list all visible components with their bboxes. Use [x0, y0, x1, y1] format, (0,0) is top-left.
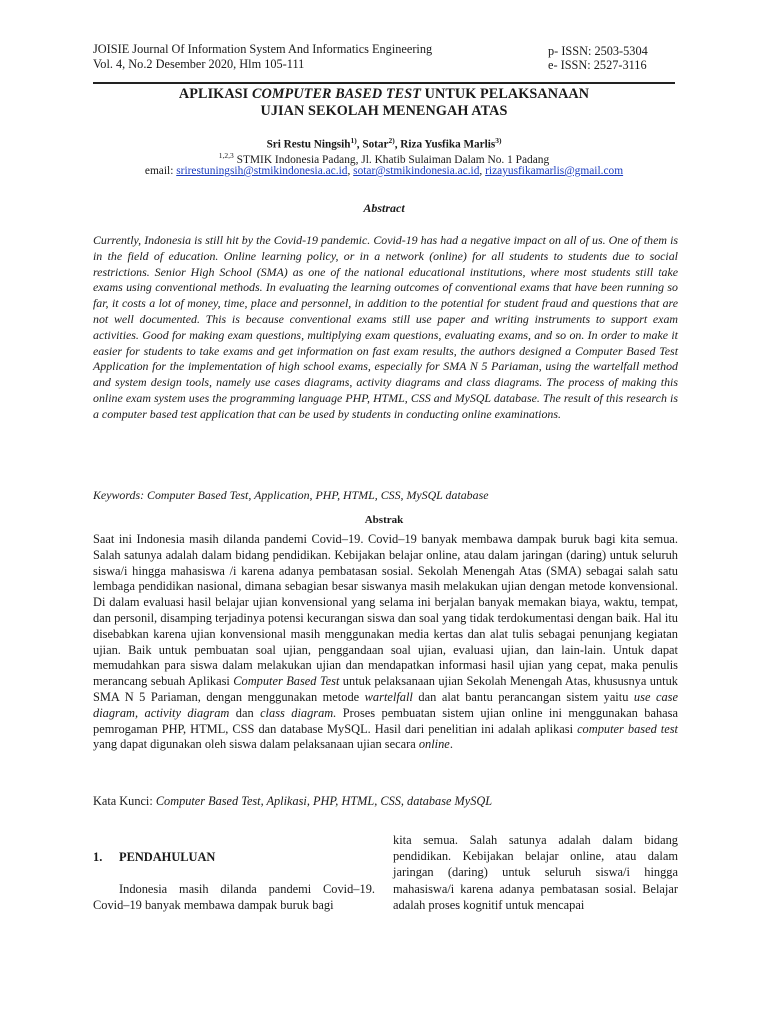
issn-print: p- ISSN: 2503-5304 [548, 44, 648, 58]
issn-block [548, 44, 648, 72]
abstrak-heading: Abstrak [364, 514, 404, 526]
author-3-sup: 3) [495, 136, 502, 145]
author-2: Sotar [362, 138, 389, 151]
email-link-2[interactable]: sotar@stmikindonesia.ac.id [353, 165, 480, 177]
author-3: Riza Yusfika Marlis [400, 138, 496, 151]
section-title: PENDAHULUAN [119, 850, 216, 864]
journal-header [93, 42, 432, 72]
body-column-left [93, 881, 375, 913]
body-column-right [393, 832, 678, 913]
kata-kunci [93, 794, 675, 809]
author-1-sup: 1) [350, 136, 357, 145]
keywords: Keywords: Computer Based Test, Application, PHP, HTML, CSS, MySQL database [93, 488, 489, 502]
abstrak-part-5: Proses pembuatan sistem ujian online ini menggunakan bahasa pemrogaman PHP, HTML, CSS dan database MySQL. Hasil dari penelitian ini adalah aplikasi [93, 705, 678, 736]
abstract-text: Currently, Indonesia is still hit by the Covid-19 pandemic. Covid-19 has had a negative impact on all of us. One of them is in the field of education. Online learning policy, or in a network (online) for all students to students due to social restrictions. Senior High School (SMA) as one of the national educational institutions, where most students still take exams using conventional methods. In evaluating the learning outcomes of conventional exams that have been running so far, it costs a lot of money, time, place and personnel, in addition to the potential for student fraud and questions that are not well documented. This is because conventional exams still use paper and writing instruments to support exam activities. Good for making exam questions, multiplying exam questions, evaluating exams, and so on. In order to make it easier for students to take exams and get information on fast exam results, the authors designed a Computer Based Test Application for the implementation of high school exams, especially for SMA N 5 Pariaman, using the wartelfall method and system design tools, namely use cases diagrams, activity diagrams and class diagrams. The process of making this online exam system uses the programming language PHP, HTML, CSS and MySQL database. The result of this research is a computer based test application that can be used by students in conducting online examinations. [93, 233, 678, 421]
abstrak-italic-5: computer based test [577, 721, 679, 736]
abstrak-italic-2: wartelfall [364, 689, 413, 704]
abstrak-italic-3: use case diagram, activity diagram [93, 689, 678, 720]
affiliation-text: STMIK Indonesia Padang, Jl. Khatib Sulaiman Dalam No. 1 Padang [233, 153, 550, 166]
abstrak-part-2: untuk pelaksanaan ujian Sekolah Menengah Atas, khususnya untuk SMA N 5 Pariaman, dengan menggunakan metode [93, 674, 678, 704]
title-italic: COMPUTER BASED TEST [251, 86, 421, 102]
abstrak-italic-4: class diagram. [260, 705, 337, 720]
section-number: 1. [93, 850, 103, 864]
body-paragraph-left: Indonesia masih dilanda pandemi Covid–19. Covid–19 banyak membawa dampak buruk bagi [93, 882, 375, 912]
journal-volume: Vol. 4, No.2 Desember 2020, Hlm 105-111 [93, 57, 305, 71]
email-label: email: [144, 165, 177, 177]
email-link-1[interactable]: srirestuningsih@stmikindonesia.ac.id [176, 165, 348, 177]
title-prefix: APLIKASI [178, 86, 252, 102]
affiliation-sup: 1,2,3 [218, 151, 234, 160]
author-1: Sri Restu Ningsih [266, 138, 351, 151]
abstrak-italic-6: online [418, 737, 450, 752]
abstrak-text [93, 532, 678, 753]
title-suffix: UNTUK PELAKSANAAN [420, 86, 590, 102]
kata-kunci-label: Kata Kunci: [93, 794, 156, 808]
header-divider [93, 82, 675, 84]
abstrak-italic-1: Computer Based Test [233, 674, 340, 689]
issn-online: e- ISSN: 2527-3116 [548, 58, 647, 72]
paper-title [93, 86, 675, 120]
author-2-sup: 2) [388, 136, 395, 145]
abstrak-part-3: dan alat bantu perancangan sistem yaitu [412, 689, 634, 704]
email-link-3[interactable]: rizayusfikamarlis@gmail.com [485, 165, 624, 177]
title-line-2: UJIAN SEKOLAH MENENGAH ATAS [260, 103, 508, 119]
section-heading [93, 850, 215, 865]
abstrak-part-1: Saat ini Indonesia masih dilanda pandemi Covid–19. Covid–19 banyak membawa dampak buruk bagi kita semua. Salah satunya adalah dalam bidang pendidikan. Kebijakan belajar online, atau dalam jaringan (daring) untuk seluruh siswa/i hingga mahasiswa /i karena adanya pembatasan sosial. Sekolah Menengah Atas (SMA) sebagai salah satu lembaga pendidikan nasional, dimana sebagian besar siswanya masih melakukan ujian dengan metode konvensional. Di dalam evaluasi hasil belajar ujian konvensional yang selama ini berjalan banyak memakan biaya, waktu, tempat, dan personil, disamping terjadinya potensi kecurangan siswa dan soal yang tidak terdokumentasi dengan baik. Hal itu disebabkan karena ujian konvensional masih menggunakan media kertas dan alat tulis sebagai penunjang kegiatan ujian. Baik untuk pembuatan soal ujian, penggandaan soal ujian, evaluasi ujian, dan lain-lain. Untuk dapat memudahkan para siswa dalam melakukan ujian dan mendapatkan informasi hasil ujian yang cepat, maka penulis merancang sebuah Aplikasi [93, 532, 678, 689]
abstrak-part-6: yang dapat digunakan oleh siswa dalam pelaksanaan ujian secara [93, 737, 419, 752]
abstract-heading: Abstract [363, 201, 405, 215]
abstrak-part-7: . [449, 737, 453, 752]
journal-name: JOISIE Journal Of Information System And Informatics Engineering [93, 42, 433, 56]
abstrak-part-4: dan [229, 705, 261, 720]
author-list: Sri Restu Ningsih$^{1)}$, Sotar$^{2)}$, Riza Yusfika Marlis$^{3)}$ [266, 136, 502, 151]
kata-kunci-text: Computer Based Test, Aplikasi, PHP, HTML, CSS, database MySQL [155, 794, 493, 808]
author-emails: email: srirestuningsih@stmikindonesia.ac.id, sotar@stmikindonesia.ac.id, rizayusfikamarlis@gmail.com [144, 165, 624, 177]
title-line-1 [93, 86, 675, 103]
body-paragraph-right: kita semua. Salah satunya adalah dalam bidang pendidikan. Kebijakan belajar online, atau dalam jaringan (daring) untuk seluruh siswa/i hingga mahasiswa/i karena adanya pembatasan sosial. Belajar adalah proses kognitif untuk mencapai [393, 833, 678, 912]
